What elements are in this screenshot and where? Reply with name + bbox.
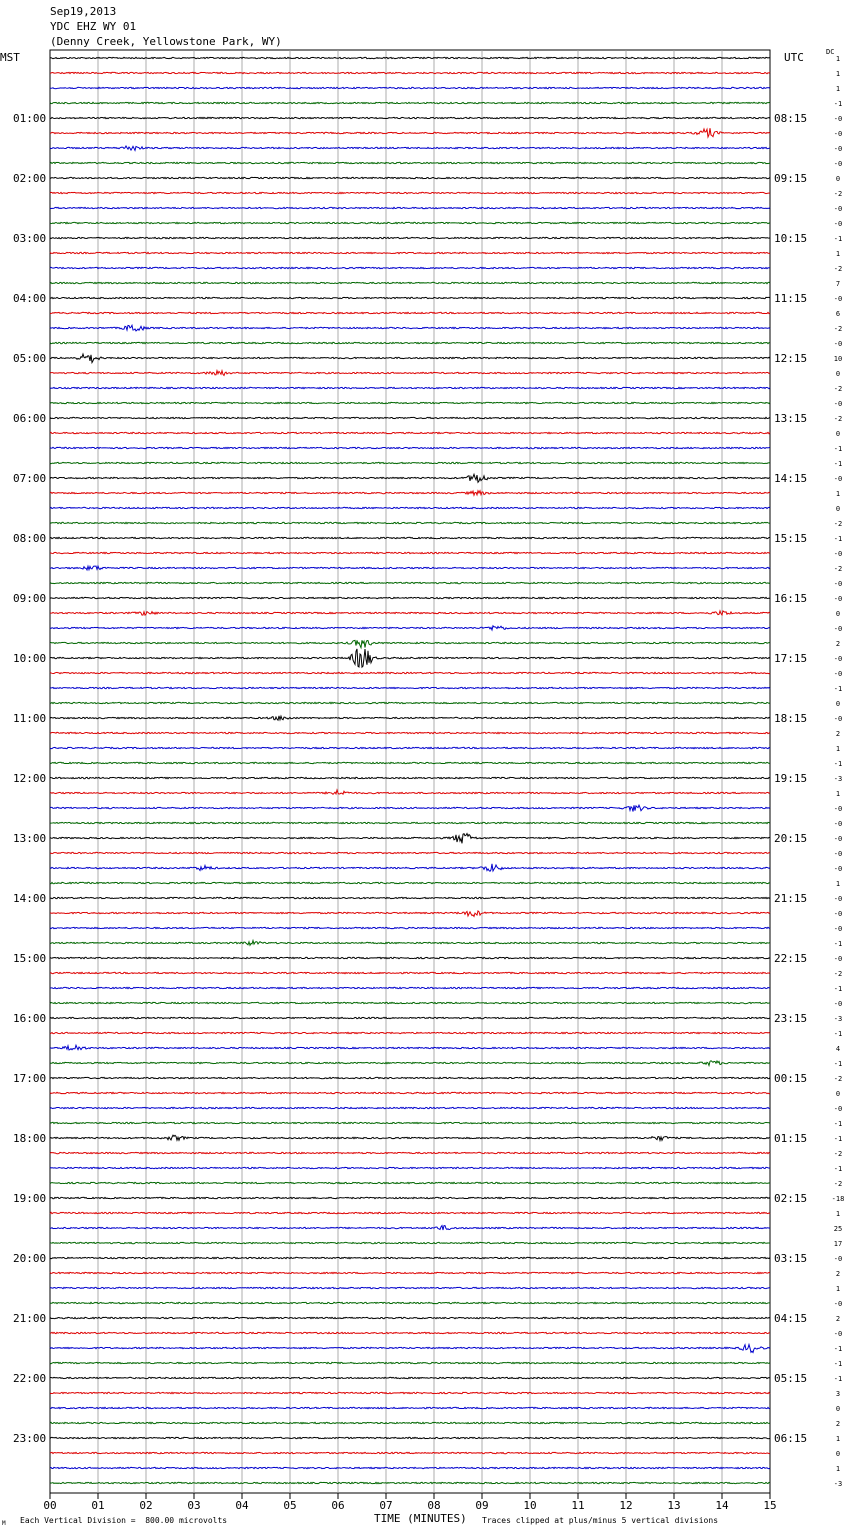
dc-offset-label: 1	[835, 880, 841, 888]
x-tick-label: 15	[763, 1499, 777, 1512]
scale-note: Each Vertical Division = 800.00 microvolts	[20, 1516, 228, 1525]
hour-label-right: 00:15	[774, 1072, 808, 1085]
hour-label-right: 19:15	[774, 772, 808, 785]
seismic-trace-26	[50, 447, 770, 448]
seismic-trace-59	[50, 941, 770, 946]
dc-offset-label: 1	[835, 250, 841, 258]
dc-offset-label: -2	[833, 970, 843, 978]
x-tick-label: 06	[331, 1499, 345, 1512]
hour-label-left: 17:00	[13, 1072, 47, 1085]
dc-offset-label: -0	[833, 115, 843, 123]
seismic-trace-44	[50, 716, 770, 720]
plot-frame	[50, 50, 770, 1493]
hour-label-right: 03:15	[774, 1252, 808, 1265]
dc-offset-label: 1	[835, 1465, 841, 1473]
hour-label-left: 06:00	[13, 412, 47, 425]
dc-offset-label: -0	[833, 955, 843, 963]
seismic-trace-50	[50, 805, 770, 811]
seismic-trace-77	[50, 1212, 770, 1213]
trace-group	[50, 57, 770, 1483]
hour-label-left: 23:00	[13, 1432, 47, 1445]
seismic-trace-28	[50, 474, 770, 482]
hour-label-right: 11:15	[774, 292, 808, 305]
seismic-trace-58	[50, 927, 770, 928]
seismic-trace-13	[50, 252, 770, 253]
hour-label-right: 23:15	[774, 1012, 808, 1025]
seismic-trace-57	[50, 911, 770, 917]
dc-offset-label: -2	[833, 265, 843, 273]
seismic-trace-71	[50, 1122, 770, 1123]
seismic-trace-9	[50, 192, 770, 193]
seismic-trace-27	[50, 462, 770, 463]
dc-offset-label: 7	[835, 280, 841, 288]
hour-label-right: 10:15	[774, 232, 808, 245]
hour-label-left: 02:00	[13, 172, 47, 185]
hour-label-left: 15:00	[13, 952, 47, 965]
seismic-trace-11	[50, 222, 770, 223]
dc-offset-label: -0	[833, 400, 843, 408]
dc-offset-label: -0	[833, 655, 843, 663]
seismic-trace-73	[50, 1152, 770, 1153]
seismic-trace-36	[50, 597, 770, 598]
dc-offset-label: 2	[835, 730, 841, 738]
seismic-trace-81	[50, 1272, 770, 1273]
dc-offset-label: -1	[833, 1345, 843, 1353]
dc-offset-label: -0	[833, 835, 843, 843]
seismic-trace-15	[50, 282, 770, 283]
dc-offset-label: 0	[835, 370, 841, 378]
seismic-trace-8	[50, 177, 770, 178]
seismic-trace-31	[50, 522, 770, 523]
seismic-trace-54	[50, 864, 770, 871]
dc-offset-label: -1	[833, 100, 843, 108]
seismic-trace-0	[50, 57, 770, 58]
seismic-trace-61	[50, 972, 770, 973]
hour-label-right: 17:15	[774, 652, 808, 665]
station-date: Sep19,2013	[50, 5, 117, 18]
hour-label-left: 08:00	[13, 532, 47, 545]
dc-offset-label: -1	[833, 1135, 843, 1143]
seismic-trace-70	[50, 1107, 770, 1108]
seismic-trace-72	[50, 1135, 770, 1140]
dc-offset-label: 25	[833, 1225, 843, 1233]
seismic-trace-89	[50, 1392, 770, 1393]
dc-offset-label: -1	[833, 685, 843, 693]
dc-column-label: DC	[826, 48, 835, 56]
dc-offset-label: 1	[835, 745, 841, 753]
dc-offset-label: -3	[833, 1015, 843, 1023]
hour-label-left: 18:00	[13, 1132, 47, 1145]
seismic-trace-79	[50, 1242, 770, 1243]
seismic-trace-23	[50, 402, 770, 403]
hour-label-right: 12:15	[774, 352, 808, 365]
seismic-trace-67	[50, 1061, 770, 1066]
right-timezone-label: UTC	[784, 51, 804, 64]
seismic-trace-21	[50, 371, 770, 376]
dc-offset-label: -0	[833, 130, 843, 138]
seismic-trace-6	[50, 146, 770, 150]
seismic-trace-66	[50, 1045, 770, 1050]
seismic-trace-19	[50, 342, 770, 343]
seismic-trace-12	[50, 237, 770, 238]
x-tick-label: 05	[283, 1499, 297, 1512]
seismic-trace-78	[50, 1226, 770, 1230]
seismic-trace-93	[50, 1452, 770, 1453]
dc-offset-label: -0	[833, 220, 843, 228]
dc-offset-label: -0	[833, 895, 843, 903]
dc-offset-label: -1	[833, 940, 843, 948]
hour-label-left: 22:00	[13, 1372, 47, 1385]
seismic-trace-45	[50, 732, 770, 733]
seismic-trace-65	[50, 1032, 770, 1033]
dc-offset-label: 6	[835, 310, 841, 318]
hour-label-left: 01:00	[13, 112, 47, 125]
seismic-trace-83	[50, 1302, 770, 1303]
seismic-trace-14	[50, 267, 770, 268]
dc-offset-label: -0	[833, 1105, 843, 1113]
seismic-trace-75	[50, 1182, 770, 1183]
dc-offset-label: -0	[833, 580, 843, 588]
hour-label-left: 03:00	[13, 232, 47, 245]
hour-label-left: 14:00	[13, 892, 47, 905]
seismic-trace-18	[50, 325, 770, 331]
x-tick-label: 14	[715, 1499, 729, 1512]
seismic-trace-17	[50, 312, 770, 313]
dc-offset-label: -2	[833, 1150, 843, 1158]
x-tick-label: 09	[475, 1499, 489, 1512]
seismic-trace-25	[50, 432, 770, 433]
dc-offset-label: 0	[835, 700, 841, 708]
seismic-trace-46	[50, 747, 770, 748]
seismic-trace-34	[50, 566, 770, 570]
x-tick-label: 12	[619, 1499, 633, 1512]
seismic-trace-86	[50, 1345, 770, 1353]
dc-offset-label: -0	[833, 160, 843, 168]
seismic-trace-38	[50, 626, 770, 630]
dc-offset-label: -1	[833, 1165, 843, 1173]
dc-offset-label: -0	[833, 910, 843, 918]
dc-offset-label: -0	[833, 625, 843, 633]
seismic-trace-76	[50, 1197, 770, 1198]
dc-offset-label: 1	[835, 1210, 841, 1218]
dc-offset-label: 0	[835, 430, 841, 438]
seismic-trace-7	[50, 162, 770, 163]
hour-label-right: 01:15	[774, 1132, 808, 1145]
seismic-trace-24	[50, 417, 770, 418]
dc-offset-label: -0	[833, 595, 843, 603]
dc-offset-label: 2	[835, 1420, 841, 1428]
seismic-trace-22	[50, 387, 770, 388]
dc-offset-label: -0	[833, 340, 843, 348]
dc-offset-label: 1	[835, 70, 841, 78]
dc-offset-label: 0	[835, 610, 841, 618]
seismic-trace-43	[50, 702, 770, 703]
seismic-trace-33	[50, 552, 770, 553]
hour-label-left: 20:00	[13, 1252, 47, 1265]
hour-label-right: 08:15	[774, 112, 808, 125]
seismic-trace-10	[50, 207, 770, 208]
x-tick-label: 03	[187, 1499, 201, 1512]
dc-offset-label: -2	[833, 565, 843, 573]
seismic-trace-82	[50, 1287, 770, 1288]
dc-offset-label: -0	[833, 1255, 843, 1263]
hour-label-right: 13:15	[774, 412, 808, 425]
grid-lines	[50, 50, 770, 1493]
dc-offset-label: 17	[833, 1240, 843, 1248]
seismic-trace-91	[50, 1422, 770, 1423]
dc-offset-label: -1	[833, 1030, 843, 1038]
hour-label-right: 21:15	[774, 892, 808, 905]
seismic-trace-92	[50, 1437, 770, 1438]
seismic-trace-39	[50, 640, 770, 647]
seismic-trace-20	[50, 354, 770, 363]
seismic-trace-42	[50, 687, 770, 688]
dc-offset-label: -1	[833, 1060, 843, 1068]
seismic-trace-88	[50, 1377, 770, 1378]
dc-offset-label: -0	[833, 715, 843, 723]
dc-offset-label: -0	[833, 295, 843, 303]
dc-offset-label: -2	[833, 325, 843, 333]
seismic-trace-3	[50, 102, 770, 103]
hour-label-left: 10:00	[13, 652, 47, 665]
dc-offset-label: -0	[833, 1300, 843, 1308]
x-tick-label: 02	[139, 1499, 153, 1512]
seismic-trace-64	[50, 1017, 770, 1018]
dc-offset-label: -0	[833, 820, 843, 828]
seismic-trace-68	[50, 1077, 770, 1078]
dc-offset-label: 1	[835, 790, 841, 798]
seismic-trace-55	[50, 882, 770, 883]
dc-offset-label: -2	[833, 520, 843, 528]
dc-offset-label: -0	[833, 670, 843, 678]
seismic-trace-84	[50, 1317, 770, 1318]
dc-offset-label: 2	[835, 640, 841, 648]
dc-offset-label: -0	[833, 865, 843, 873]
dc-offset-label: 1	[835, 1285, 841, 1293]
x-tick-label: 08	[427, 1499, 441, 1512]
hour-label-right: 04:15	[774, 1312, 808, 1325]
hour-label-left: 05:00	[13, 352, 47, 365]
seismic-trace-4	[50, 117, 770, 118]
hour-label-right: 16:15	[774, 592, 808, 605]
seismic-trace-90	[50, 1407, 770, 1408]
dc-offset-label: -1	[833, 235, 843, 243]
dc-offset-label: -0	[833, 1000, 843, 1008]
dc-offset-label: -2	[833, 1075, 843, 1083]
dc-offset-label: -1	[833, 1375, 843, 1383]
dc-offset-label: -18	[831, 1195, 845, 1203]
hour-label-left: 12:00	[13, 772, 47, 785]
seismic-trace-62	[50, 987, 770, 988]
hour-label-left: 21:00	[13, 1312, 47, 1325]
x-tick-label: 04	[235, 1499, 249, 1512]
x-tick-label: 11	[571, 1499, 585, 1512]
dc-offset-label: -1	[833, 985, 843, 993]
x-tick-label: 13	[667, 1499, 681, 1512]
seismic-trace-47	[50, 762, 770, 763]
dc-offset-label: -1	[833, 460, 843, 468]
seismic-trace-60	[50, 957, 770, 958]
clip-note: Traces clipped at plus/minus 5 vertical divisions	[482, 1516, 719, 1525]
seismic-trace-30	[50, 507, 770, 508]
dc-offset-label: -1	[833, 760, 843, 768]
hour-label-right: 14:15	[774, 472, 808, 485]
station-location: (Denny Creek, Yellowstone Park, WY)	[50, 35, 282, 48]
dc-offset-label: -0	[833, 145, 843, 153]
seismic-trace-74	[50, 1167, 770, 1168]
seismic-trace-29	[50, 491, 770, 495]
dc-offset-label: -2	[833, 385, 843, 393]
seismic-trace-85	[50, 1332, 770, 1333]
dc-offset-label: -1	[833, 445, 843, 453]
dc-offset-label: -2	[833, 190, 843, 198]
hour-label-left: 09:00	[13, 592, 47, 605]
dc-offset-label: 0	[835, 1405, 841, 1413]
hour-label-right: 06:15	[774, 1432, 808, 1445]
seismic-trace-53	[50, 852, 770, 853]
dc-offset-label: -0	[833, 850, 843, 858]
dc-offset-label: 0	[835, 505, 841, 513]
dc-offset-label: -0	[833, 1330, 843, 1338]
seismic-trace-63	[50, 1002, 770, 1003]
hour-label-left: 07:00	[13, 472, 47, 485]
hour-label-right: 22:15	[774, 952, 808, 965]
x-tick-label: 10	[523, 1499, 537, 1512]
hour-label-left: 19:00	[13, 1192, 47, 1205]
dc-offset-label: -0	[833, 925, 843, 933]
dc-offset-label: 10	[833, 355, 843, 363]
seismic-trace-69	[50, 1092, 770, 1093]
dc-offset-label: 0	[835, 175, 841, 183]
hour-label-left: 13:00	[13, 832, 47, 845]
dc-offset-label: -3	[833, 775, 843, 783]
hour-label-right: 02:15	[774, 1192, 808, 1205]
seismic-trace-35	[50, 582, 770, 583]
seismic-trace-32	[50, 537, 770, 538]
x-tick-label: 00	[43, 1499, 57, 1512]
dc-offset-label: -2	[833, 1180, 843, 1188]
seismic-trace-95	[50, 1482, 770, 1483]
seismic-trace-41	[50, 672, 770, 673]
dc-offset-label: -0	[833, 550, 843, 558]
seismic-trace-2	[50, 87, 770, 88]
dc-offset-label: 0	[835, 1450, 841, 1458]
left-timezone-label: MST	[0, 51, 20, 64]
hour-label-right: 05:15	[774, 1372, 808, 1385]
hour-label-right: 15:15	[774, 532, 808, 545]
dc-offset-label: -2	[833, 415, 843, 423]
dc-offset-label: 1	[835, 85, 841, 93]
station-channel: YDC EHZ WY 01	[50, 20, 137, 33]
dc-offset-label: 1	[835, 55, 841, 63]
seismic-trace-48	[50, 777, 770, 778]
hour-label-left: 11:00	[13, 712, 47, 725]
seismic-trace-49	[50, 790, 770, 794]
dc-offset-label: -3	[833, 1480, 843, 1488]
corner-mark: M	[2, 1520, 6, 1527]
seismic-trace-5	[50, 128, 770, 137]
hour-label-left: 04:00	[13, 292, 47, 305]
dc-offset-label: 3	[835, 1390, 841, 1398]
x-tick-label: 01	[91, 1499, 105, 1512]
hour-label-right: 09:15	[774, 172, 808, 185]
dc-offset-label: -1	[833, 1120, 843, 1128]
seismic-trace-80	[50, 1257, 770, 1258]
dc-offset-label: -1	[833, 535, 843, 543]
seismic-trace-40	[50, 649, 770, 667]
seismic-trace-1	[50, 72, 770, 73]
seismic-trace-87	[50, 1362, 770, 1363]
dc-offset-label: 4	[835, 1045, 841, 1053]
dc-offset-label: -0	[833, 205, 843, 213]
dc-offset-label: -1	[833, 1360, 843, 1368]
seismic-trace-94	[50, 1467, 770, 1468]
dc-offset-label: -0	[833, 475, 843, 483]
dc-offset-label: 2	[835, 1315, 841, 1323]
dc-offset-label: 2	[835, 1270, 841, 1278]
x-tick-label: 07	[379, 1499, 393, 1512]
hour-label-left: 16:00	[13, 1012, 47, 1025]
seismic-trace-56	[50, 897, 770, 898]
hour-label-right: 20:15	[774, 832, 808, 845]
x-axis-title: TIME (MINUTES)	[374, 1512, 467, 1525]
seismic-trace-52	[50, 834, 770, 844]
hour-label-right: 18:15	[774, 712, 808, 725]
seismic-trace-37	[50, 611, 770, 615]
seismic-trace-16	[50, 297, 770, 298]
dc-offset-label: 1	[835, 490, 841, 498]
dc-offset-label: 0	[835, 1090, 841, 1098]
seismic-trace-51	[50, 822, 770, 823]
axis-label-group	[13, 55, 844, 1512]
dc-offset-label: -0	[833, 805, 843, 813]
dc-offset-label: 1	[835, 1435, 841, 1443]
